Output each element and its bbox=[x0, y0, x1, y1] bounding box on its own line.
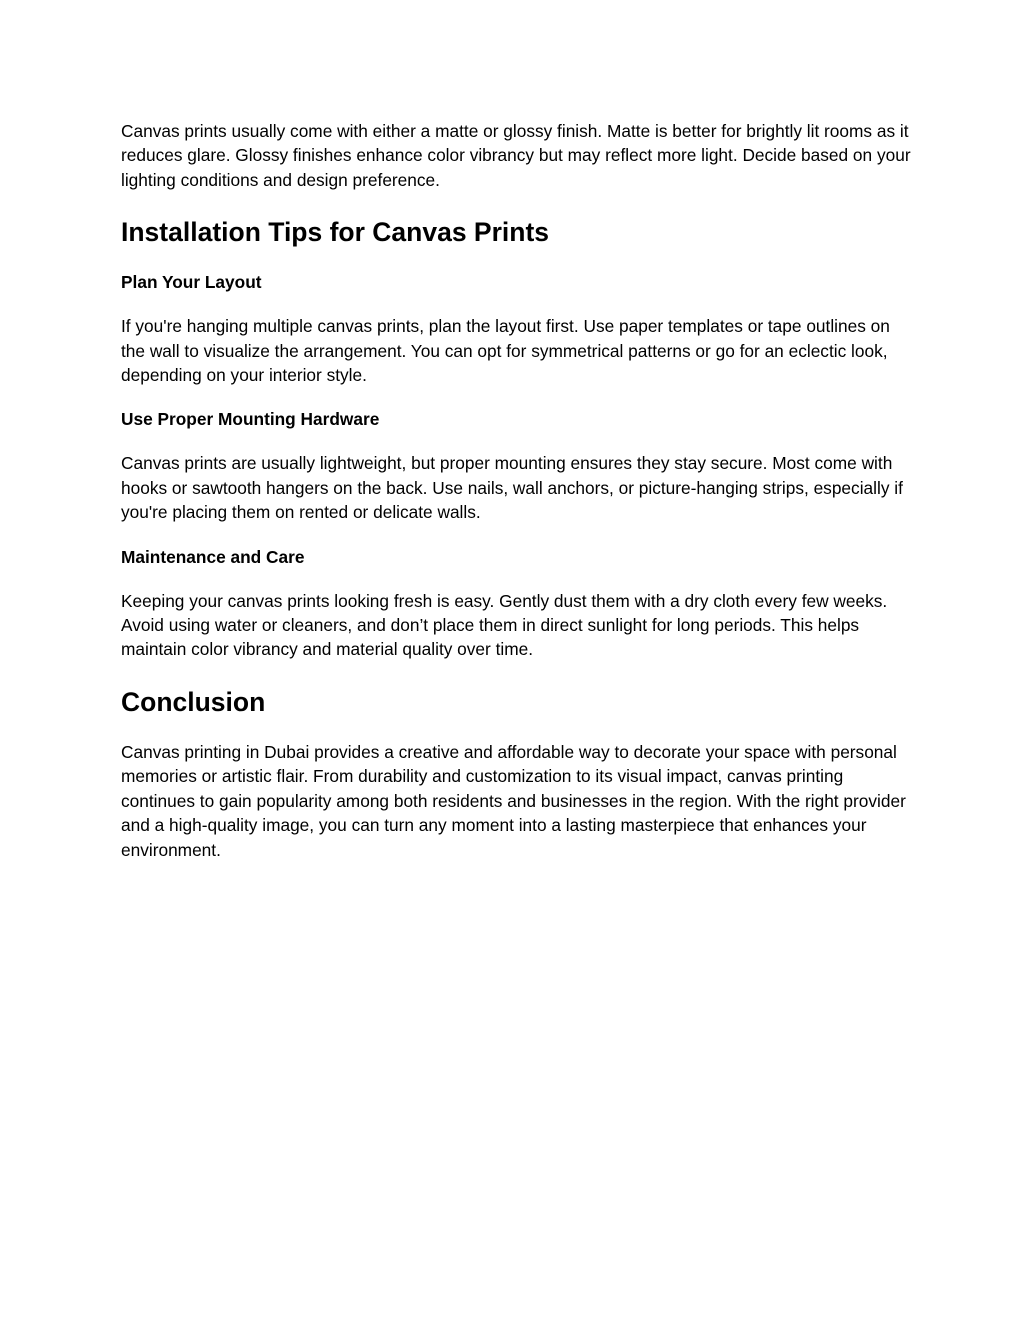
document-page bbox=[121, 119, 911, 862]
conclusion-heading: Conclusion bbox=[121, 686, 266, 717]
plan-layout-heading: Plan Your Layout bbox=[121, 272, 262, 293]
conclusion-paragraph: Canvas printing in Dubai provides a creative and affordable way to decorate your space with personal memories or artistic flair. From durability and customization to its visual impact, canvas printing continues to gain popularity among both residents and businesses in the region. With the right provider and a high-quality image, you can turn any moment into a lasting masterpiece that enhances your environment. bbox=[121, 741, 906, 860]
maintenance-heading: Maintenance and Care bbox=[121, 546, 305, 567]
plan-layout-paragraph: If you're hanging multiple canvas prints, plan the layout first. Use paper templates or tape outlines on the wall to visualize the arrangement. You can opt for symmetrical patterns or go for an eclectic look, depending on your interior style. bbox=[121, 316, 890, 386]
mounting-hardware-paragraph: Canvas prints are usually lightweight, but proper mounting ensures they stay secure. Most come with hooks or sawtooth hangers on the back. Use nails, wall anchors, or picture-hanging strips, especially if you're placing them on rented or delicate walls. bbox=[121, 453, 903, 523]
installation-heading: Installation Tips for Canvas Prints bbox=[121, 217, 550, 248]
intro-paragraph: Canvas prints usually come with either a matte or glossy finish. Matte is better for brightly lit rooms as it reduces glare. Glossy finishes enhance color vibrancy but may reflect more light. Decide based on your lighting conditions and design preference. bbox=[121, 121, 911, 190]
mounting-hardware-heading: Use Proper Mounting Hardware bbox=[121, 409, 380, 430]
maintenance-paragraph: Keeping your canvas prints looking fresh is easy. Gently dust them with a dry cloth every few weeks. Avoid using water or cleaners, and don’t place them in direct sunlight for long periods. This helps maintain color vibrancy and material quality over time. bbox=[121, 590, 888, 660]
